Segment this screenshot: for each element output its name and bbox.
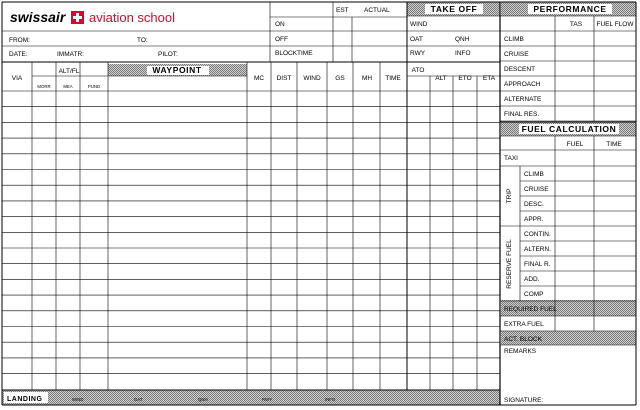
performance-row-label: ALTERNATE [504,96,542,103]
reserve-row-label: CONTIN. [524,231,551,238]
landing-wind-label: WIND [72,397,84,402]
time-col-header: TIME [606,141,622,148]
takeoff-rwy-label: RWY [410,50,426,57]
remarks-label: REMARKS [504,348,537,355]
takeoff-oat-label: OAT [410,36,423,43]
landing-info-label: INFO [325,397,336,402]
performance-row-label: CRUISE [504,51,529,58]
morr-header: MORR [37,84,51,89]
performance-title: PERFORMANCE [533,4,607,14]
reserve-row-label: ADD. [524,276,540,283]
pund-header: PUND [87,84,101,89]
actual-label: ACTUAL [364,7,390,14]
waypoint-header: WAYPOINT [152,65,202,75]
tas-label: TAS [569,21,583,28]
landing-rwy-label: RWY [262,397,272,402]
reserve-row-label: COMP [524,291,544,298]
fuel-flow-label: FUEL FLOW [596,21,634,28]
time-header: TIME [385,75,401,82]
est-label: EST [336,7,349,14]
mc-header: MC [253,75,265,82]
from-label: FROM: [9,37,30,44]
eta-header: ETA [482,75,496,82]
trip-row-label: APPR. [524,216,544,223]
wind-header: WIND [303,75,321,82]
performance-row-label: APPROACH [504,81,541,88]
eto-header: ETO [458,75,472,82]
mh-header: MH [361,75,373,82]
date-label: DATE: [9,51,28,58]
takeoff-info-label: INFO [455,50,471,57]
landing-title: LANDING [7,396,43,403]
altfl-header: ALT/FL [58,68,80,75]
fuel-col-header: FUEL [566,141,584,148]
trip-label: TRIP [506,188,513,204]
mea-header: MEA [63,84,73,89]
taxi-label: TAXI [504,155,518,162]
reserve-fuel-label: RESERVE FUEL [506,239,513,289]
alt-header: ALT [435,75,447,82]
landing-oat-label: OAT [134,397,143,402]
takeoff-qnh-label: QNH [455,36,470,43]
takeoff-title: TAKE OFF [430,4,478,14]
blocktime-label: BLOCKTIME [275,50,313,57]
dist-header: DIST [276,75,292,82]
on-label: ON [275,21,285,28]
ato-header: ATO [411,67,425,74]
logo-brand: swissair [10,9,66,25]
logo-subtitle: aviation school [89,10,175,25]
landing-qnh-label: QNH [198,397,208,402]
swiss-cross-icon [71,11,84,24]
trip-row-label: CRUISE [524,186,549,193]
to-label: TO: [137,37,148,44]
via-header: VIA [11,75,23,82]
off-label: OFF [275,36,288,43]
trip-row-label: CLIMB [524,171,544,178]
performance-row-label: FINAL RES. [504,111,540,118]
signature-label: SIGNATURE: [504,397,544,404]
performance-row-label: CLIMB [504,36,524,43]
extra-fuel-label: EXTRA FUEL [504,321,544,328]
fuel-calc-title: FUEL CALCULATION [521,124,617,134]
gs-header: GS [335,75,345,82]
act-block-label: ACT. BLOCK [504,336,542,343]
pilot-label: PILOT: [158,51,178,58]
immatr-label: IMMATR: [57,51,84,58]
takeoff-wind-label: WIND [410,21,428,28]
required-fuel-label: REQUIRED FUEL [504,306,557,313]
reserve-row-label: ALTERN. [524,246,551,253]
performance-row-label: DESCENT [504,66,536,73]
trip-row-label: DESC. [524,201,544,208]
reserve-row-label: FINAL R. [524,261,551,268]
